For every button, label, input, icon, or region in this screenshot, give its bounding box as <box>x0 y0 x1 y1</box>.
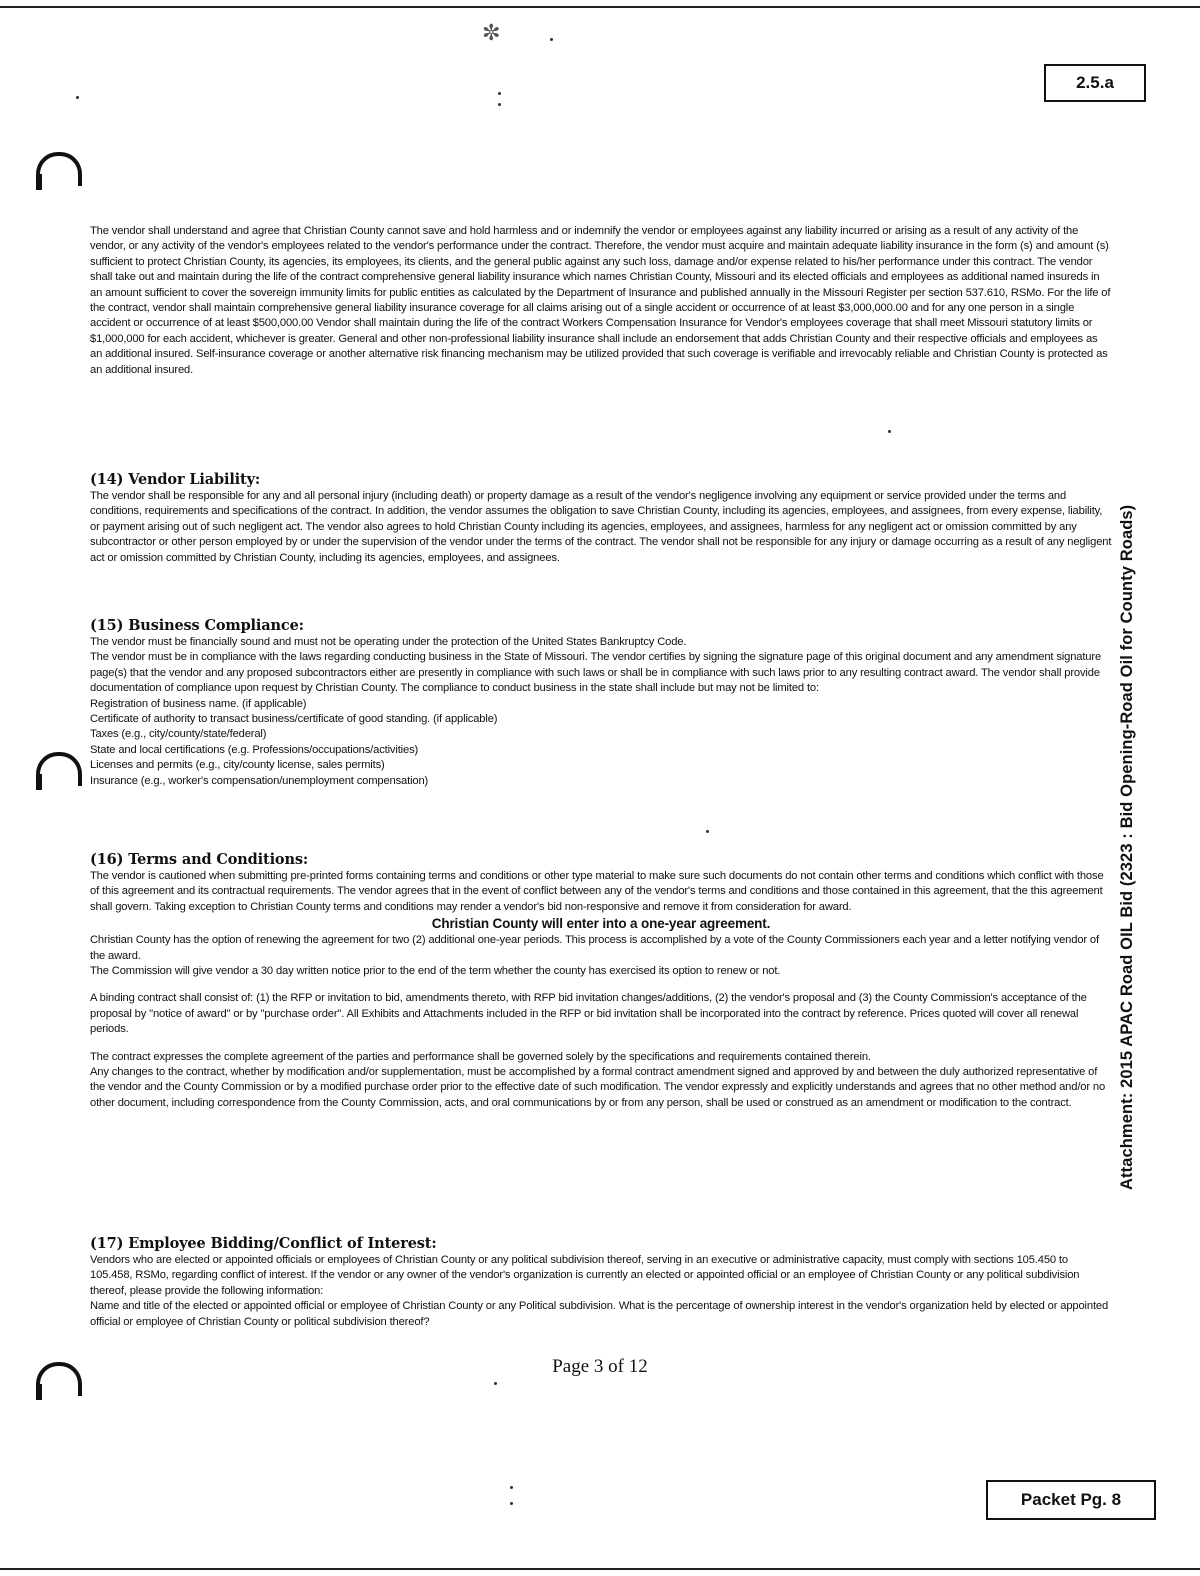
agreement-statement: Christian County will enter into a one-year agreement. <box>431 916 771 932</box>
scan-speck <box>494 1382 497 1385</box>
scan-speck <box>76 96 79 99</box>
insurance-paragraph <box>90 224 1112 378</box>
section-text: Any changes to the contract, whether by modification and/or supplementation, must be accomplished by a formal contract amendment signed and approved by and between the duly authorized representative of the vendor and the County Commission or by a modified purchase order prior to the effective date of such modification. The vendor expressly and explicitly understands and agrees that no other method and/or no other document, including correspondence from the County Commission, acts, and oral communications by or from any person, shall be used or construed as an amendment or modification to the contract. <box>90 1066 1106 1109</box>
list-item: Insurance (e.g., worker's compensation/unemployment compensation) <box>90 774 429 787</box>
section-heading: (15) Business Compliance: <box>90 617 304 634</box>
bottom-border-line <box>0 1568 1200 1570</box>
list-item: Taxes (e.g., city/county/state/federal) <box>90 728 267 741</box>
section-text: The vendor is cautioned when submitting pre-printed forms containing terms and conditions or other type material to make sure such documents do not contain other terms and conditions which conflict with those of this agreement and its contractual requirements. The vendor agrees that in the event of conflict between any of the vendor's terms and conditions and those contained in this agreement, that the this agreement shall govern. Taking exception to Christian County terms and conditions may render a vendor's bid non-responsive and remove it from consideration for award. <box>90 870 1104 913</box>
list-item: Licenses and permits (e.g., city/county license, sales permits) <box>90 759 385 772</box>
scan-smudge-icon: ✼ <box>482 20 501 45</box>
section-text: The vendor must be financially sound and must not be operating under the protection of the United States Bankruptcy Code. <box>90 636 687 648</box>
scan-speck <box>510 1502 513 1505</box>
scan-speck <box>706 830 709 833</box>
insurance-text: The vendor shall understand and agree that Christian County cannot save and hold harmless and or indemnify the vendor or employees against any liability incurred or arising as a result of any activity of the vendor, or any activity of the vendor's employees related to the vendor's performance under the contract. Therefore, the vendor must acquire and maintain adequate liability insurance in the form (s) and amount (s) sufficient to protect Christian County, its agencies, its employees, its clients, and the general public against any such loss, damage and/or expense related to his/her performance under this contract. The vendor shall take out and maintain during the life of the contract comprehensive general liability insurance which names Christian County, Missouri and its elected officials and employees as additional named insureds in an amount sufficient to cover the sovereign immunity limits for public entities as calculated by the Department of Insurance and published annually in the Missouri Register per section 537.610, RSMo. For the life of the contract, vendor shall maintain comprehensive general liability insurance coverage for all claims arising out of a single accident or occurrence of at least $3,000,000.00 and for any one person in a single accident or occurrence of at least $500,000.00 Vendor shall maintain during the life of the contract Workers Compensation Insurance for Vendor's employees coverage that shall meet Missouri statutory limits or $1,000,000 for each accident, whichever is greater. General and other non-professional liability insurance shall include an endorsement that adds Christian County and their respective officials and employees as an additional insured. Self-insurance coverage or another alternative risk financing mechanism may be utilized provided that such coverage is verifiable and irrevocably reliable and Christian County is protected as an additional insured. <box>90 225 1111 376</box>
section-text: The Commission will give vendor a 30 day written notice prior to the end of the term whether the county has exercised its option to renew or not. <box>90 965 781 978</box>
packet-page-box <box>986 1480 1156 1520</box>
section-text: Name and title of the elected or appointed official or employee of Christian County or any Political subdivision. What is the percentage of ownership interest in the vendor's organization held by elected or appointed official or employee of Christian County or political subdivision thereof? <box>90 1300 1109 1328</box>
section-text: The vendor must be in compliance with the laws regarding conducting business in the State of Missouri. The vendor certifies by signing the signature page of this original document and any amendment signature page(s) that the vendor and any proposed subcontractors either are presently in compliance with such laws or shall be in compliance with such laws prior to any resulting contract award. The vendor shall provide documentation of compliance upon request by Christian County. The compliance to conduct business in the state shall include but may not be limited to: <box>90 651 1102 695</box>
scan-speck <box>510 1486 513 1489</box>
scan-speck <box>550 38 553 41</box>
section-conflict-of-interest <box>90 1234 1112 1330</box>
packet-page: Packet Pg. 8 <box>1020 1490 1122 1509</box>
scan-speck <box>498 103 501 106</box>
section-heading: (16) Terms and Conditions: <box>90 851 309 868</box>
section-text: Vendors who are elected or appointed officials or employees of Christian County or any political subdivision thereof, serving in an executive or administrative capacity, must comply with sections 105.450 to 105.458, RSMo, regarding conflict of interest. If the vendor or any owner of the vendor's organization is currently an elected or appointed official or an employee of Christian County or any political subdivision thereof, please provide the following information: <box>90 1254 1080 1297</box>
document-tag-box <box>1044 64 1146 102</box>
list-item: Registration of business name. (if applicable) <box>90 697 307 710</box>
list-item: State and local certifications (e.g. Professions/occupations/activities) <box>90 743 419 756</box>
page-number: Page 3 of 12 <box>552 1356 648 1377</box>
section-text: Christian County has the option of renewing the agreement for two (2) additional one-year periods. This process is accomplished by a vote of the County Commissioners each year and a letter notifying vendor of the award. <box>90 934 1099 962</box>
binder-hole-icon <box>36 752 82 786</box>
scan-speck <box>498 92 501 95</box>
section-terms-conditions <box>90 850 1112 1111</box>
top-border-line <box>0 6 1200 8</box>
section-vendor-liability <box>90 470 1112 566</box>
section-text: A binding contract shall consist of: (1) the RFP or invitation to bid, amendments thereto, with RFP bid invitation changes/additions, (2) the vendor's proposal and (3) the County Commission's acceptance of the proposal by "notice of award" or by "purchase order". All Exhibits and Attachments included in the RFP or bid invitation shall be incorporated into the contract by reference. Prices quoted will cover all renewal periods. <box>90 992 1087 1036</box>
section-heading: (17) Employee Bidding/Conflict of Interest: <box>90 1235 437 1252</box>
binder-hole-icon <box>36 152 82 186</box>
document-tag: 2.5.a <box>1076 73 1114 92</box>
list-item: Certificate of authority to transact business/certificate of good standing. (if applicable) <box>90 713 498 726</box>
attachment-sidebar: Attachment: 2015 APAC Road OIL Bid (2323 : Bid Opening-Road Oil for County Roads) <box>1118 504 1136 1190</box>
section-text: The contract expresses the complete agreement of the parties and performance shall be governed solely by the specifications and requirements contained therein. <box>90 1050 871 1063</box>
section-heading: (14) Vendor Liability: <box>90 471 261 488</box>
section-text: The vendor shall be responsible for any and all personal injury (including death) or property damage as a result of the vendor's negligence involving any equipment or service provided under the terms and conditions, requirements and specifications of the contract. In addition, the vendor assumes the obligation to save Christian County, including its agencies, employees, and assignees, from every expense, liability, or payment arising out of such negligent act. The vendor also agrees to hold Christian County including its agencies, employees, and assignees, harmless for any negligent act or omission committed by any subcontractor or other person employed by or under the supervision of the vendor under the terms of the contract. The vendor shall not be responsible for any injury or damage occurring as a result of any negligent act or omission committed by Christian County, including its agencies, employees, and assignees. <box>90 490 1112 564</box>
scan-speck <box>888 430 891 433</box>
section-business-compliance <box>90 616 1112 789</box>
